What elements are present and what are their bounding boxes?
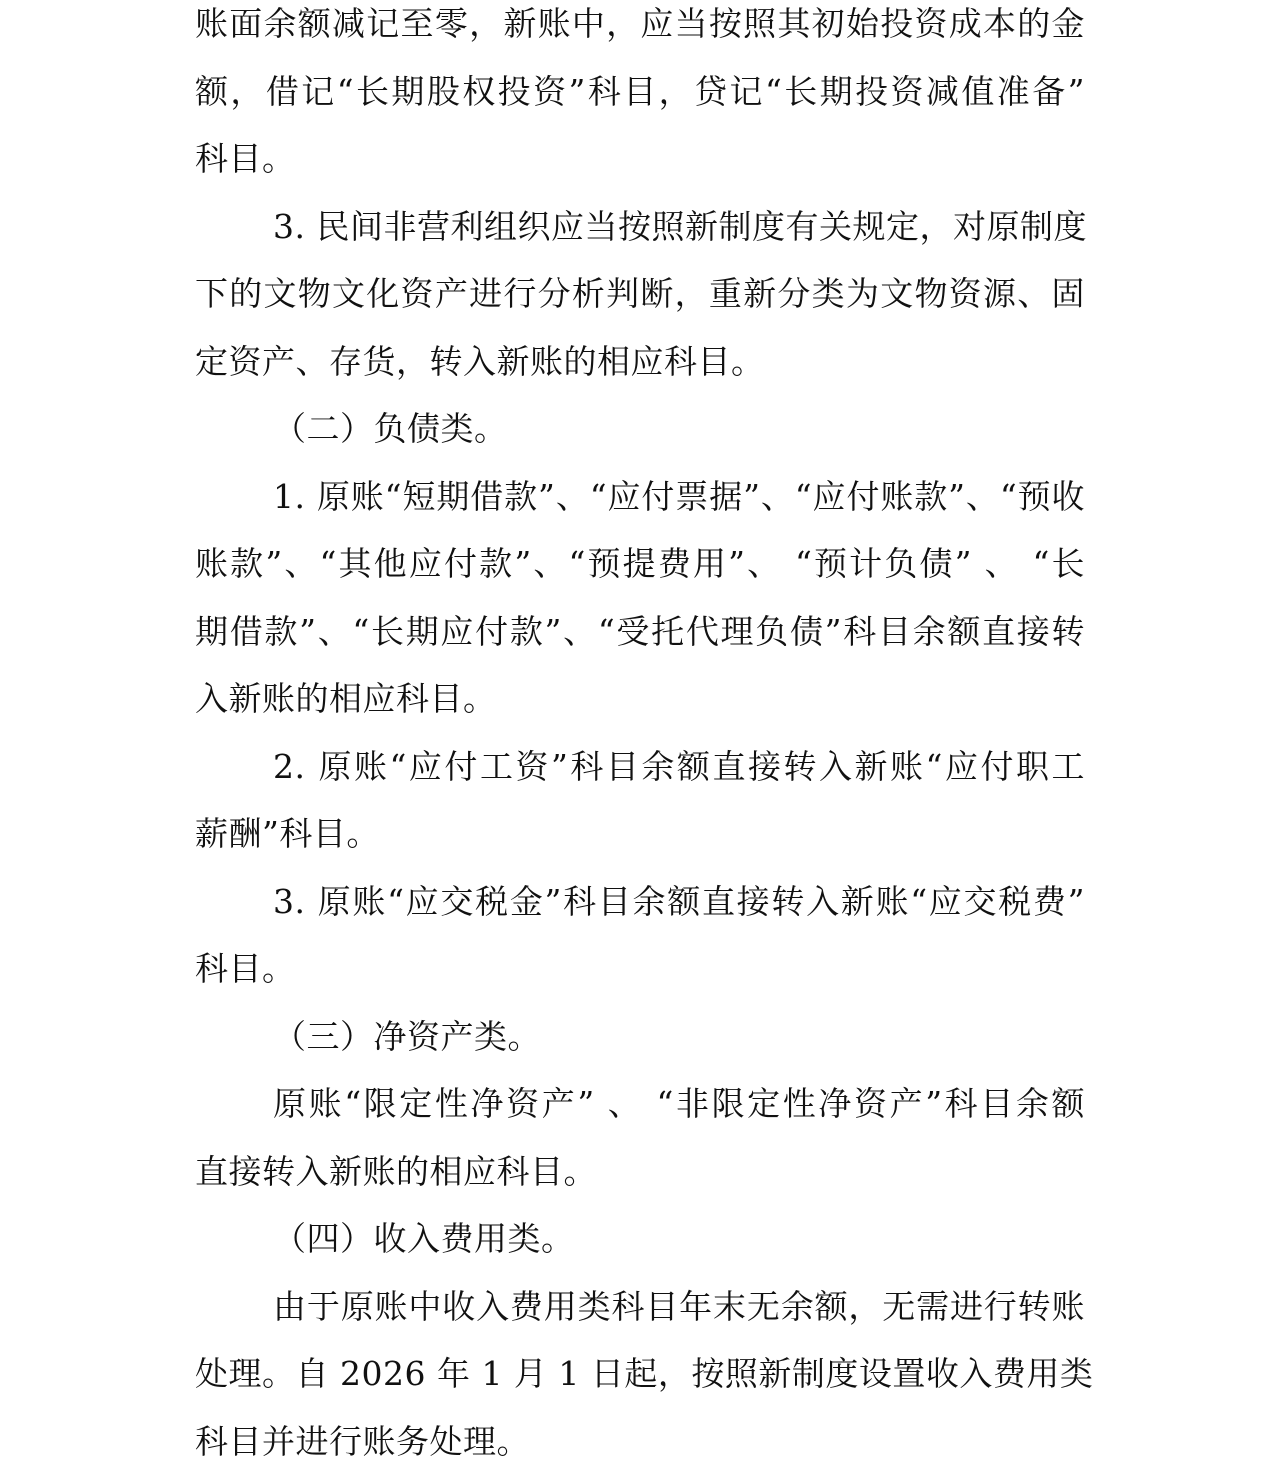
- text-line: （三）净资产类。: [195, 1003, 1085, 1071]
- text-line: 科目。: [195, 935, 1085, 1003]
- text-line: 入新账的相应科目。: [195, 665, 1085, 733]
- text-line: （四）收入费用类。: [195, 1205, 1085, 1273]
- text-line: 科目并进行账务处理。: [195, 1408, 1085, 1475]
- text-line: 薪酬”科目。: [195, 800, 1085, 868]
- text-line: 3. 民间非营利组织应当按照新制度有关规定，对原制度: [195, 193, 1085, 261]
- text-line: 定资产、存货，转入新账的相应科目。: [195, 328, 1085, 396]
- text-line: 直接转入新账的相应科目。: [195, 1138, 1085, 1206]
- text-line: 下的文物文化资产进行分析判断，重新分类为文物资源、固: [195, 260, 1085, 328]
- text-line: 期借款”、“长期应付款”、“受托代理负债”科目余额直接转: [195, 598, 1085, 666]
- text-line: 处理。自 2026 年 1 月 1 日起，按照新制度设置收入费用类: [195, 1340, 1085, 1408]
- document-page: [195, 0, 1085, 1475]
- text-line: 账面余额减记至零，新账中，应当按照其初始投资成本的金: [195, 0, 1085, 58]
- text-line: 2. 原账“应付工资”科目余额直接转入新账“应付职工: [195, 733, 1085, 801]
- text-line: （二）负债类。: [195, 395, 1085, 463]
- text-line: 由于原账中收入费用类科目年末无余额，无需进行转账: [195, 1273, 1085, 1341]
- text-line: 额，借记“长期股权投资”科目，贷记“长期投资减值准备”: [195, 58, 1085, 126]
- text-line: 1. 原账“短期借款”、“应付票据”、“应付账款”、“预收: [195, 463, 1085, 531]
- text-line: 3. 原账“应交税金”科目余额直接转入新账“应交税费”: [195, 868, 1085, 936]
- text-line: 原账“限定性净资产” 、 “非限定性净资产”科目余额: [195, 1070, 1085, 1138]
- text-line: 账款”、“其他应付款”、“预提费用”、 “预计负债” 、 “长: [195, 530, 1085, 598]
- text-line: 科目。: [195, 125, 1085, 193]
